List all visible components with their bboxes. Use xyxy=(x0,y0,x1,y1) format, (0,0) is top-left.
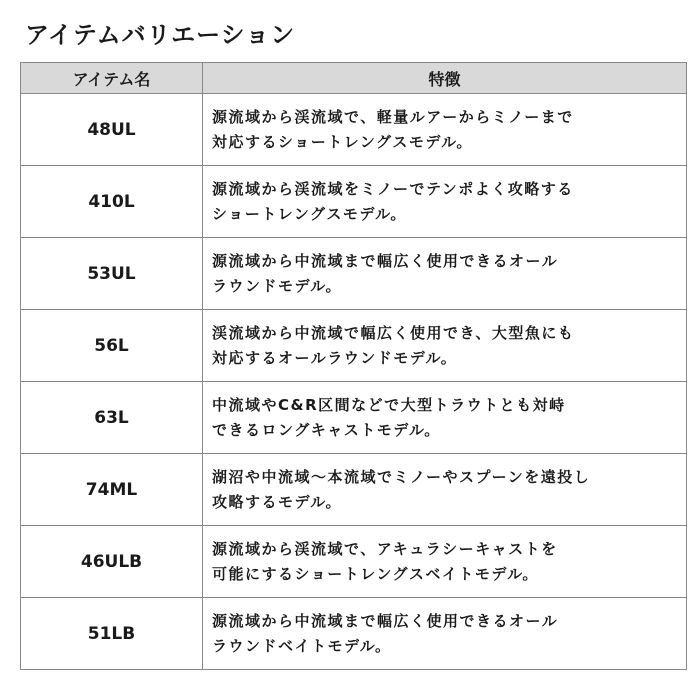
item-feature-cell xyxy=(203,526,687,598)
item-feature-cell xyxy=(203,238,687,310)
table-row xyxy=(21,454,687,526)
item-feature-cell xyxy=(203,94,687,166)
item-name-cell: 53UL xyxy=(21,238,203,310)
feature-line: 源流域から中流域まで幅広く使用できるオール xyxy=(212,611,559,630)
item-name-cell: 410L xyxy=(21,166,203,238)
table-row xyxy=(21,166,687,238)
header-feature: 特徴 xyxy=(203,63,687,94)
item-feature-cell xyxy=(203,310,687,382)
feature-line: 源流域から中流域まで幅広く使用できるオール xyxy=(212,251,559,270)
item-name-cell: 48UL xyxy=(21,94,203,166)
table-row xyxy=(21,598,687,670)
table-header-row xyxy=(21,63,687,94)
item-name-cell: 74ML xyxy=(21,454,203,526)
feature-line: 渓流域から中流域で幅広く使用でき、大型魚にも xyxy=(212,323,575,342)
feature-line: できるロングキャストモデル。 xyxy=(212,420,441,439)
table-row xyxy=(21,310,687,382)
table-row xyxy=(21,382,687,454)
item-feature-cell xyxy=(203,454,687,526)
table-row xyxy=(21,238,687,310)
item-name-cell: 63L xyxy=(21,382,203,454)
item-variation-table xyxy=(20,62,687,670)
feature-line: 対応するオールラウンドモデル。 xyxy=(212,348,458,367)
item-feature-cell xyxy=(203,382,687,454)
page-title: アイテムバリエーション xyxy=(25,21,296,49)
feature-line: ショートレングスモデル。 xyxy=(212,204,407,223)
item-name-cell: 51LB xyxy=(21,598,203,670)
item-name-cell: 46ULB xyxy=(21,526,203,598)
table-row xyxy=(21,94,687,166)
feature-line: 湖沼や中流域～本流域でミノーやスプーンを遠投し xyxy=(212,467,591,486)
feature-line: ラウンドベイトモデル。 xyxy=(212,636,392,655)
item-name-cell: 56L xyxy=(21,310,203,382)
item-feature-cell xyxy=(203,166,687,238)
feature-line: 源流域から渓流域をミノーでテンポよく攻略する xyxy=(212,179,574,198)
feature-line: 源流域から渓流域で、軽量ルアーからミノーまで xyxy=(212,107,574,126)
feature-line: 対応するショートレングスモデル。 xyxy=(212,132,473,151)
header-item-name: アイテム名 xyxy=(21,63,203,94)
table-row xyxy=(21,526,687,598)
feature-line: 中流域やC&R区間などで大型トラウトとも対峙 xyxy=(212,395,566,414)
feature-line: ラウンドモデル。 xyxy=(212,276,343,295)
item-feature-cell xyxy=(203,598,687,670)
feature-line: 可能にするショートレングスベイトモデル。 xyxy=(212,564,539,583)
feature-line: 源流域から渓流域で、アキュラシーキャストを xyxy=(212,539,558,558)
feature-line: 攻略するモデル。 xyxy=(212,492,343,511)
